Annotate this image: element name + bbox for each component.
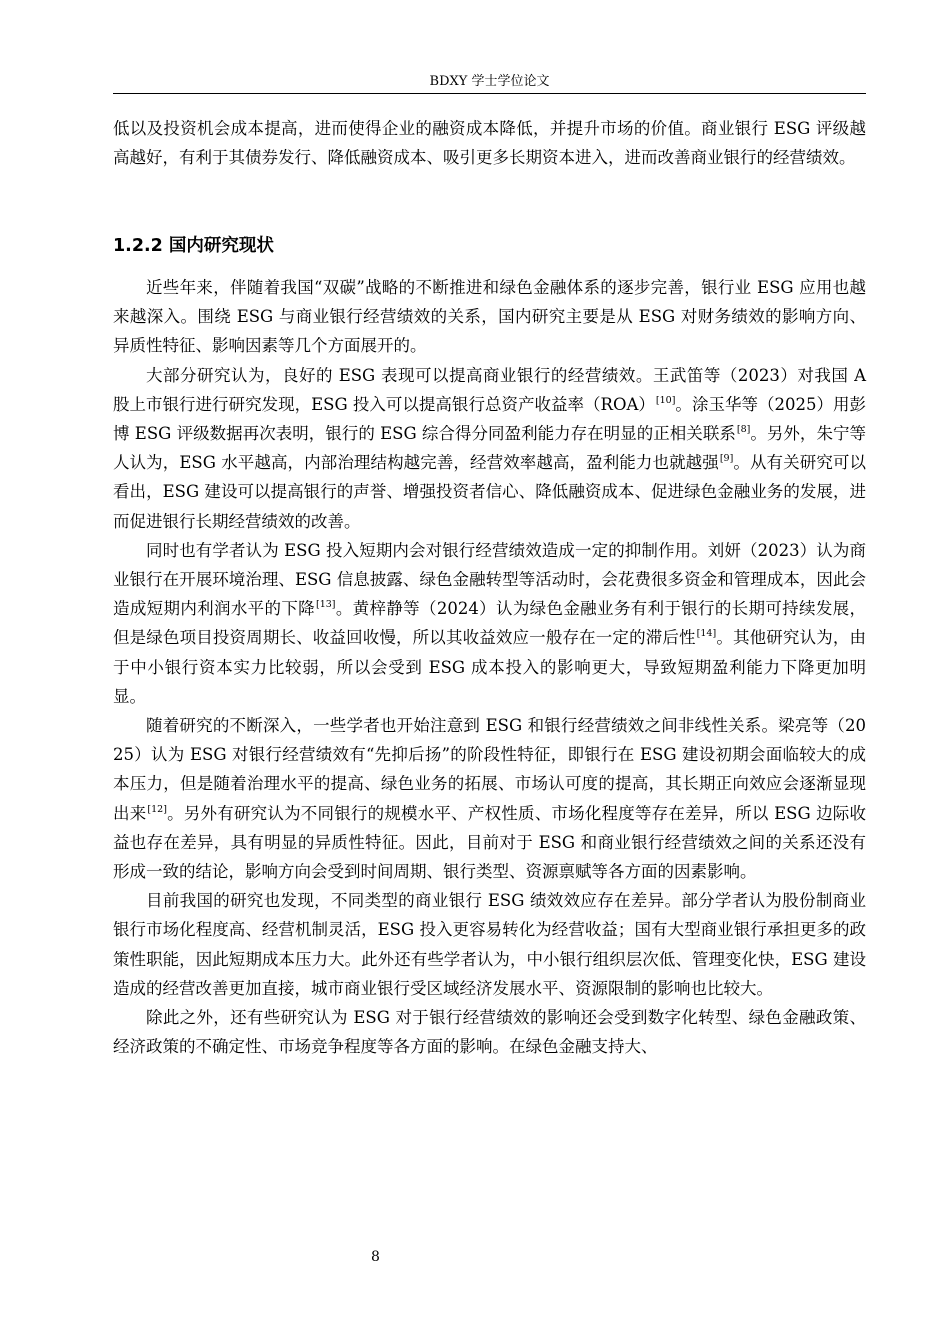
paragraph-4-text-b: 。另外有研究认为不同银行的规模水平、产权性质、市场化程度等存在差异，所以 ESG 边际收益也存在差异，具有明显的异质性特征。因此，目前对于 ESG 和商业银行经营绩效之间的关系还没有形成一致的结论，影响方向会受到时间周期、银行类型、资源禀赋等各方面的因素影响。 (113, 803, 866, 882)
paragraph-2-text-b: 。涂玉华等（2025）用彭博 ESG 评级数据再次表明，银行的 ESG 综合得分同盈利能力存在明显的正相关联系 (113, 394, 866, 444)
section-heading: 1.2.2 国内研究现状 (113, 236, 274, 256)
paragraph-4-text-a: 随着研究的不断深入，一些学者也开始注意到 ESG 和银行经营绩效之间非线性关系。梁亮等（2025）认为 ESG 对银行经营绩效有“先抑后扬”的阶段性特征，即银行在 ESG 建设初期会面临较大的成本压力，但是随着治理水平的提高、绿色业务的拓展、市场认可度的提高，其长期正向效应会逐渐显现出来 (113, 716, 866, 823)
paragraph-5: 目前我国的研究也发现，不同类型的商业银行 ESG 绩效效应存在差异。部分学者认为股份制商业银行市场化程度高、经营机制灵活，ESG 投入更容易转化为经营收益；国有大型商业银行承担更多的政策性职能，因此短期成本压力大。此外还有些学者认为，中小银行组织层次低、管理变化快，ESG 建设造成的经营改善更加直接，城市商业银行受区域经济发展水平、资源限制的影响也比较大。 (113, 891, 866, 998)
paragraph-3-text-b: 。黄梓静等（2024）认为绿色金融业务有利于银行的长期可持续发展，但是绿色项目投资周期长、收益回收慢，所以其收益效应一般存在一定的滞后性 (113, 599, 866, 648)
paragraph-4 (113, 711, 866, 886)
citation-ref: [10] (655, 394, 676, 406)
paragraph-1: 近些年来，伴随着我国“双碳”战略的不断推进和绿色金融体系的逐步完善，银行业 ESG 应用也越来越深入。围绕 ESG 与商业银行经营绩效的关系，国内研究主要是从 ESG 对财务绩效的影响方向、异质性特征、影响因素等几个方面展开的。 (113, 278, 866, 356)
continued-paragraph-block (113, 114, 866, 172)
paragraph-2 (113, 361, 866, 536)
page-number: 8 (371, 1249, 380, 1265)
running-header: BDXY 学士学位论文 (429, 74, 550, 89)
paragraph-2-text-d: 。从有关研究可以看出，ESG 建设可以提高银行的声誉、增强投资者信心、降低融资成本、促进绿色金融业务的发展，进而促进银行长期经营绩效的改善。 (113, 453, 866, 531)
paragraph-2-text-a: 大部分研究认为，良好的 ESG 表现可以提高商业银行的经营绩效。王武笛等（2023）对我国 A 股上市银行进行研究发现，ESG 投入可以提高银行总资产收益率（ROA） (113, 365, 866, 414)
paragraph-continued: 低以及投资机会成本提高，进而使得企业的融资成本降低，并提升市场的价值。商业银行 ESG 评级越高越好，有利于其债券发行、降低融资成本、吸引更多长期资本进入，进而改善商业银行的经营绩效。 (113, 119, 866, 168)
citation-ref: [14] (696, 628, 717, 640)
citation-ref: [12] (147, 803, 167, 815)
header-rule (113, 93, 866, 94)
paragraph-3 (113, 536, 866, 711)
citation-ref: [9] (719, 453, 734, 465)
paragraph-6: 除此之外，还有些研究认为 ESG 对于银行经营绩效的影响还会受到数字化转型、绿色金融政策、经济政策的不确定性、市场竞争程度等各方面的影响。在绿色金融支持大、 (113, 1008, 866, 1057)
paragraph-2-text-c: 。另外，朱宁等人认为，ESG 水平越高，内部治理结构越完善，经营效率越高，盈利能力也就越强 (113, 424, 867, 473)
section-body (113, 273, 866, 1061)
paragraph-3-text-a: 同时也有学者认为 ESG 投入短期内会对银行经营绩效造成一定的抑制作用。刘妍（2023）认为商业银行在开展环境治理、ESG 信息披露、绿色金融转型等活动时，会花费很多资金和管理成本，因此会造成短期内利润水平的下降 (113, 540, 866, 619)
citation-ref: [8] (736, 424, 751, 436)
citation-ref: [13] (316, 599, 336, 611)
paragraph-3-text-c: 。其他研究认为，由于中小银行资本实力比较弱，所以会受到 ESG 成本投入的影响更大，导致短期盈利能力下降更加明显。 (113, 628, 867, 706)
